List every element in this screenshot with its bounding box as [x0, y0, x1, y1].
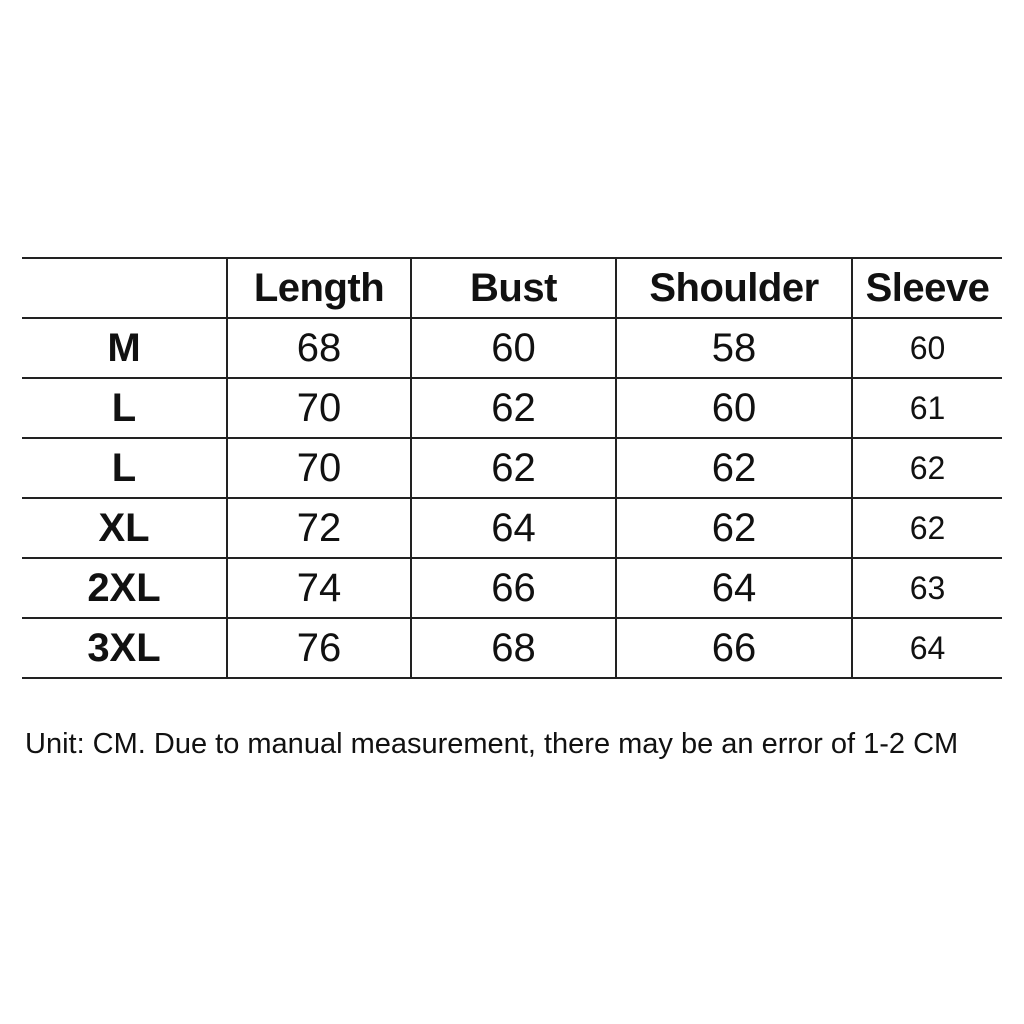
length-cell: 76 — [227, 618, 411, 678]
table-row — [22, 438, 1002, 498]
size-cell: 2XL — [22, 558, 227, 618]
sleeve-cell: 61 — [852, 378, 1002, 438]
size-cell: M — [22, 318, 227, 378]
sleeve-cell: 60 — [852, 318, 1002, 378]
size-cell: 3XL — [22, 618, 227, 678]
shoulder-cell: 62 — [616, 498, 852, 558]
length-cell: 70 — [227, 378, 411, 438]
length-cell: 74 — [227, 558, 411, 618]
sleeve-cell: 64 — [852, 618, 1002, 678]
sleeve-cell: 62 — [852, 438, 1002, 498]
shoulder-cell: 58 — [616, 318, 852, 378]
header-cell-shoulder: Shoulder — [616, 258, 852, 318]
header-cell-length: Length — [227, 258, 411, 318]
shoulder-cell: 62 — [616, 438, 852, 498]
size-chart-table — [22, 257, 1002, 679]
length-cell: 72 — [227, 498, 411, 558]
size-cell: XL — [22, 498, 227, 558]
header-cell-bust: Bust — [411, 258, 616, 318]
table-row — [22, 558, 1002, 618]
size-cell: L — [22, 438, 227, 498]
bust-cell: 60 — [411, 318, 616, 378]
bust-cell: 62 — [411, 438, 616, 498]
table-header-row — [22, 258, 1002, 318]
table-row — [22, 378, 1002, 438]
length-cell: 70 — [227, 438, 411, 498]
length-cell: 68 — [227, 318, 411, 378]
size-cell: L — [22, 378, 227, 438]
bust-cell: 68 — [411, 618, 616, 678]
header-cell-sleeve: Sleeve — [852, 258, 1002, 318]
bust-cell: 64 — [411, 498, 616, 558]
bust-cell: 66 — [411, 558, 616, 618]
shoulder-cell: 60 — [616, 378, 852, 438]
table-row — [22, 618, 1002, 678]
measurement-note: Unit: CM. Due to manual measurement, there may be an error of 1-2 CM — [25, 728, 959, 760]
shoulder-cell: 66 — [616, 618, 852, 678]
bust-cell: 62 — [411, 378, 616, 438]
sleeve-cell: 62 — [852, 498, 1002, 558]
sleeve-cell: 63 — [852, 558, 1002, 618]
table-row — [22, 318, 1002, 378]
header-cell-size — [22, 258, 227, 318]
shoulder-cell: 64 — [616, 558, 852, 618]
table-row — [22, 498, 1002, 558]
